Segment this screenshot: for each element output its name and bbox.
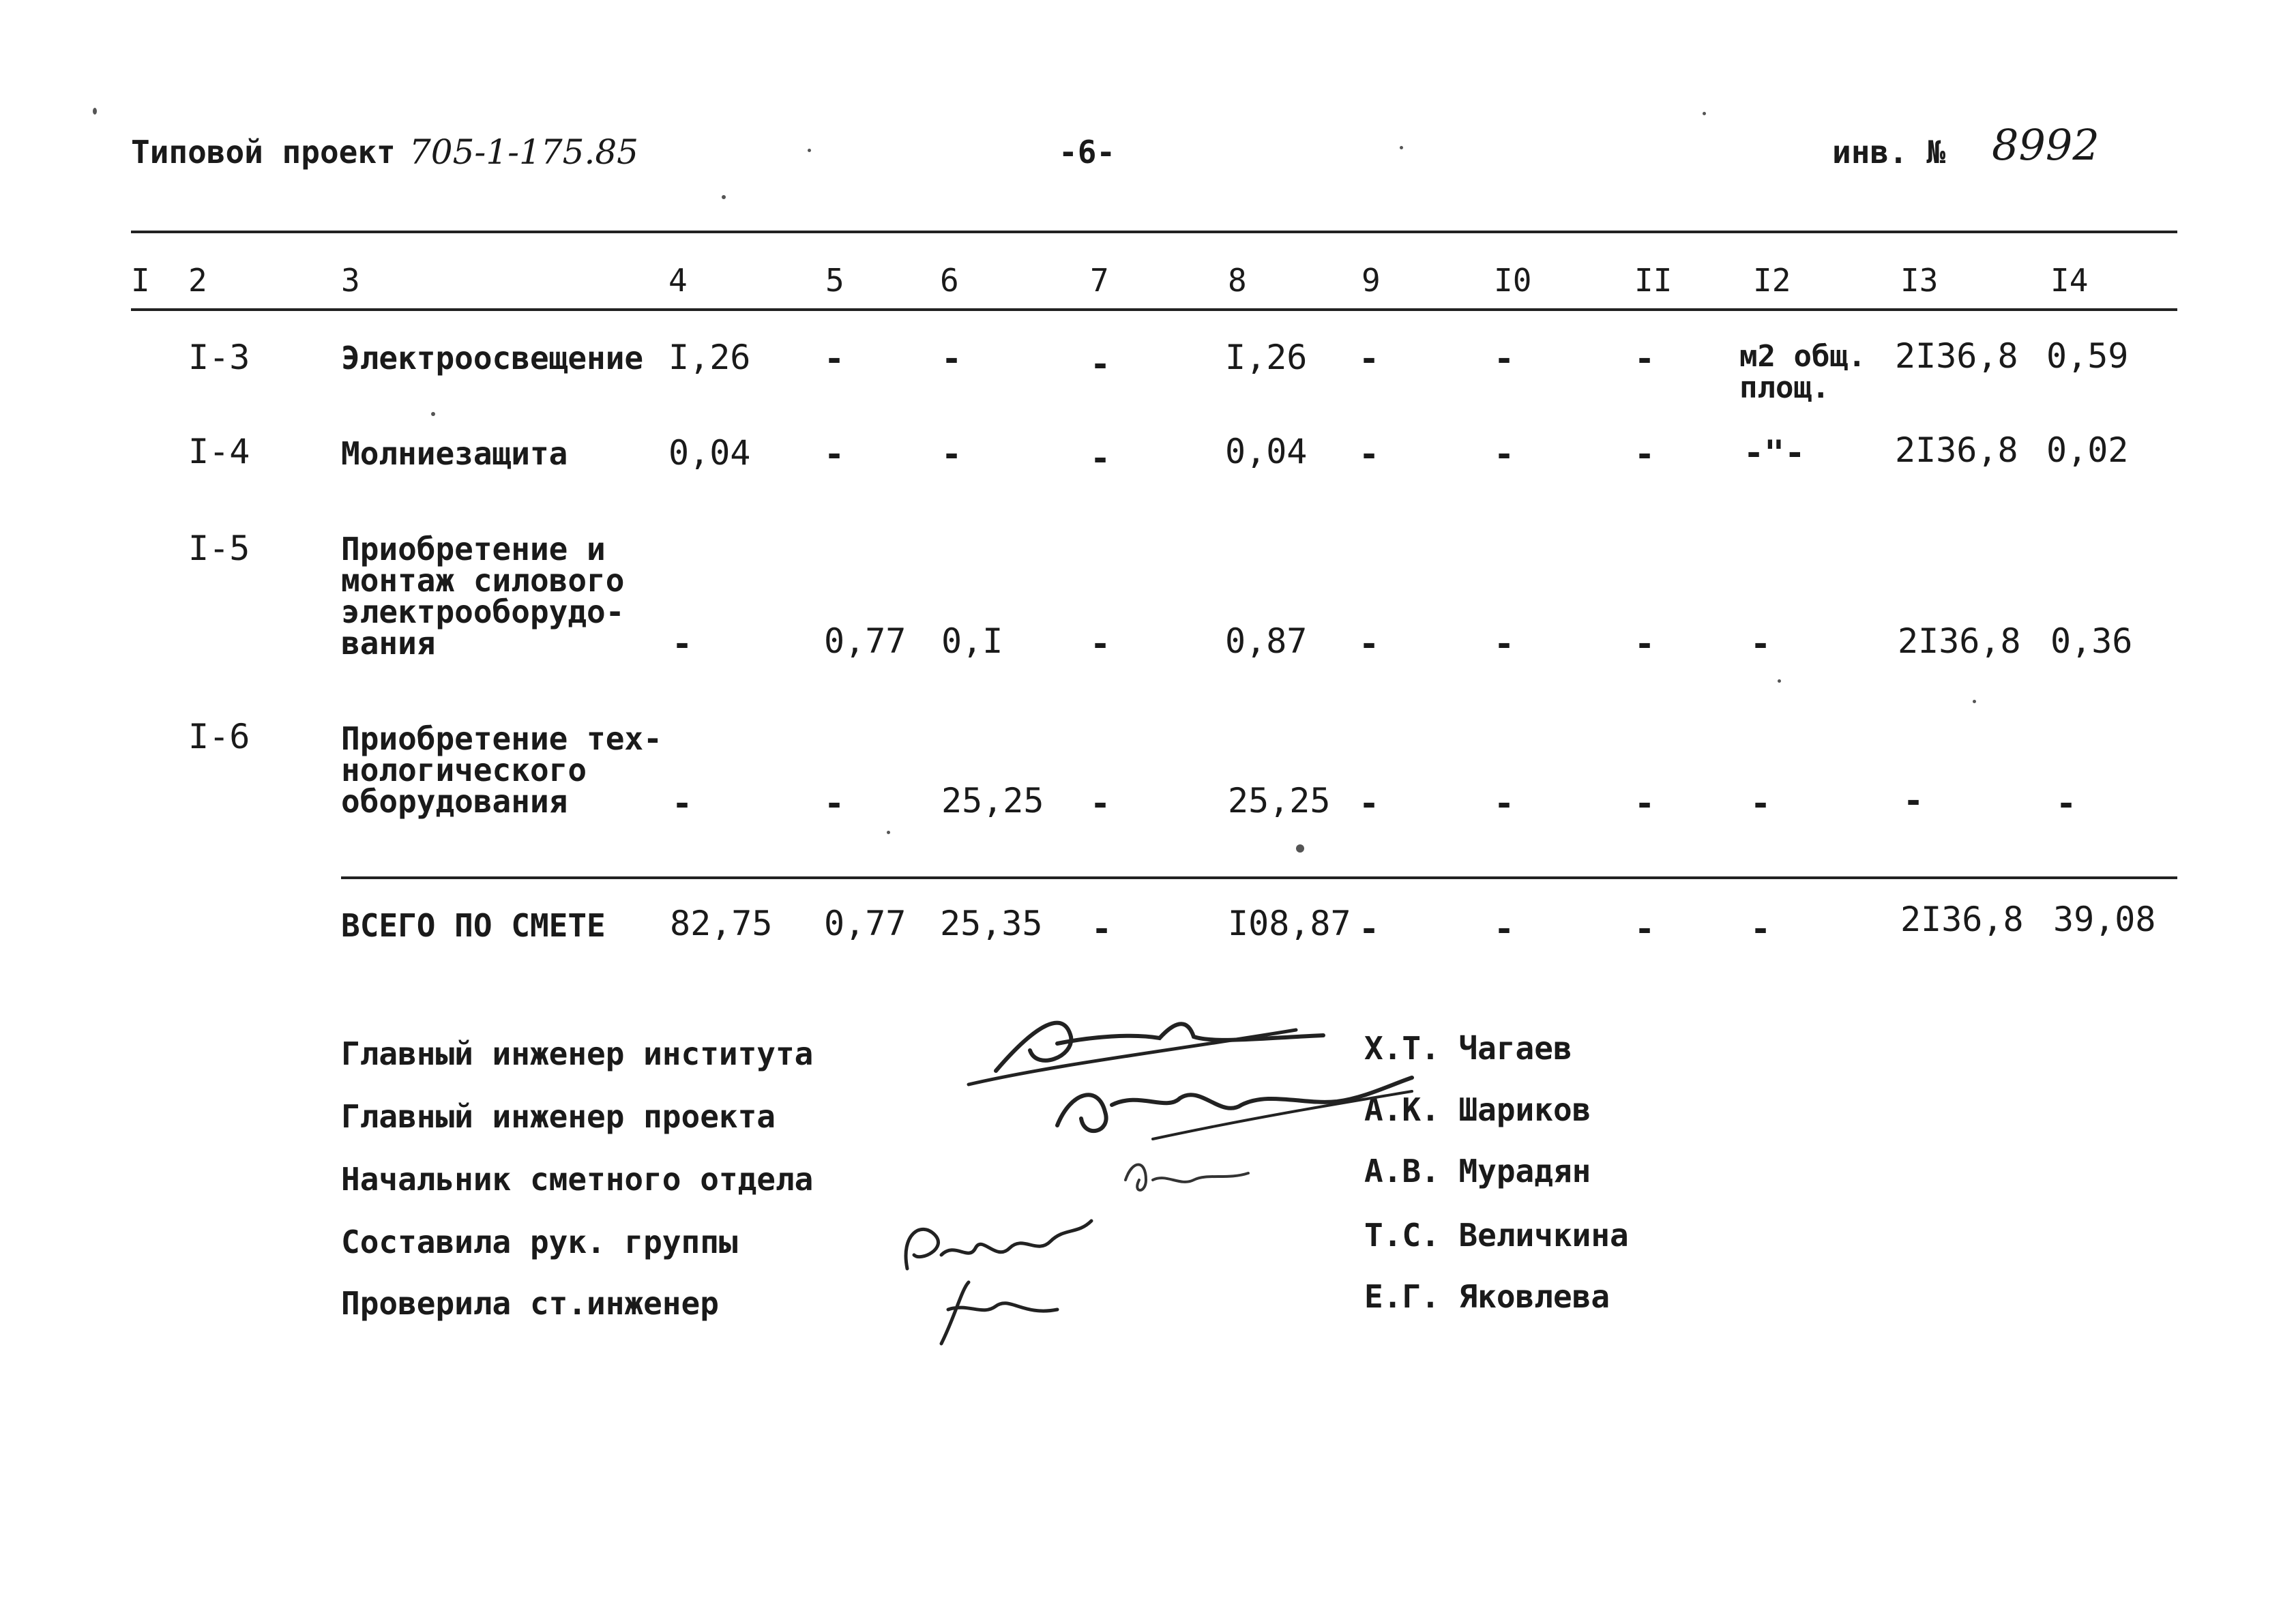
column-number: 7 <box>1090 262 1109 299</box>
cell-c12: - <box>1750 624 1771 664</box>
scan-speck <box>808 149 811 152</box>
column-number: 8 <box>1228 262 1247 299</box>
signature-senior-engineer <box>921 1269 1071 1350</box>
cell-c5: - <box>824 434 845 474</box>
row-description: Молниезащита <box>341 435 568 472</box>
column-number: 3 <box>341 262 360 299</box>
total-rule <box>341 876 2177 879</box>
page-number: -6- <box>1059 134 1116 171</box>
cell-c4: 0,04 <box>668 433 751 473</box>
total-c6: 25,35 <box>940 904 1043 943</box>
total-c8: I08,87 <box>1228 904 1351 943</box>
row-code: I-5 <box>188 529 250 568</box>
total-c5: 0,77 <box>824 904 907 943</box>
cell-c6: 25,25 <box>941 781 1044 821</box>
cell-c8: 0,87 <box>1225 621 1308 661</box>
cell-c4: I,26 <box>668 338 751 377</box>
row-description: Электроосвещение <box>341 340 644 376</box>
cell-c4: - <box>672 784 693 823</box>
column-number: I4 <box>2050 262 2089 299</box>
project-label: Типовой проект <box>131 134 396 171</box>
cell-c5: - <box>824 784 845 823</box>
signatory-role: Составила рук. группы <box>341 1224 738 1260</box>
signatory-name: Х.Т. Чагаев <box>1364 1030 1572 1067</box>
inventory-number: 8992 <box>1992 120 2100 170</box>
cell-c11: - <box>1634 784 1655 823</box>
total-c11: - <box>1634 909 1655 949</box>
cell-c14: 0,02 <box>2046 430 2129 470</box>
cell-c11: - <box>1634 434 1655 474</box>
cell-c9: - <box>1359 339 1380 379</box>
signatory-role: Проверила ст.инженер <box>341 1285 719 1322</box>
cell-c8: 0,04 <box>1225 432 1308 471</box>
cell-c6: - <box>941 339 962 379</box>
total-c12: - <box>1750 909 1771 949</box>
cell-c6: - <box>941 434 962 474</box>
scan-speck <box>722 195 726 199</box>
column-number: 2 <box>188 262 207 299</box>
column-number: 4 <box>668 262 688 299</box>
row-description: Приобретение и монтаж силового электрооборудо- вания <box>341 531 625 662</box>
total-label: ВСЕГО ПО СМЕТЕ <box>341 907 606 944</box>
cell-c13: - <box>1903 781 1924 821</box>
signature-chief-engineer-project <box>1044 1064 1426 1153</box>
scan-speck <box>431 412 435 416</box>
column-number: II <box>1634 262 1673 299</box>
scan-speck <box>1400 146 1403 149</box>
total-c14: 39,08 <box>2053 900 2156 939</box>
total-c7: - <box>1091 909 1113 949</box>
cell-c13: 2I36,8 <box>1898 621 2021 661</box>
column-number: I0 <box>1494 262 1532 299</box>
column-header-rule <box>131 308 2177 311</box>
scan-speck <box>1973 700 1976 703</box>
scan-speck <box>93 108 97 115</box>
project-number: 705-1-175.85 <box>409 132 638 172</box>
column-number: 9 <box>1362 262 1381 299</box>
total-c13: 2I36,8 <box>1900 900 2024 939</box>
scan-speck <box>887 831 890 834</box>
inventory-label: инв. № <box>1832 134 1946 171</box>
scan-speck <box>1703 112 1706 115</box>
cell-c12: - <box>1750 784 1771 823</box>
cell-c8: 25,25 <box>1228 781 1331 821</box>
cell-c11: - <box>1634 624 1655 664</box>
total-c10: - <box>1494 909 1515 949</box>
table-top-rule <box>131 231 2177 233</box>
total-c4: 82,75 <box>670 904 773 943</box>
signatory-name: Т.С. Величкина <box>1364 1217 1629 1254</box>
cell-c5: 0,77 <box>824 621 907 661</box>
cell-c13: 2I36,8 <box>1895 336 2018 376</box>
cell-c9: - <box>1359 624 1380 664</box>
signature-head-estimate-dept <box>1119 1153 1255 1207</box>
cell-c13: 2I36,8 <box>1895 430 2018 470</box>
column-number: I2 <box>1753 262 1791 299</box>
row-description: Приобретение тех- нологического оборудования <box>341 720 662 820</box>
signatory-role: Главный инженер института <box>341 1035 814 1072</box>
row-code: I-3 <box>188 338 250 377</box>
column-number: 6 <box>940 262 959 299</box>
cell-c14: - <box>2056 784 2077 823</box>
signatory-role: Начальник сметного отдела <box>341 1161 814 1198</box>
cell-c7: - <box>1090 439 1111 478</box>
cell-c7: - <box>1090 624 1111 664</box>
total-c9: - <box>1359 909 1380 949</box>
cell-c7: - <box>1090 344 1111 384</box>
scan-speck <box>1778 679 1781 683</box>
row-code: I-4 <box>188 432 250 471</box>
cell-c9: - <box>1359 434 1380 474</box>
cell-c14: 0,36 <box>2050 621 2133 661</box>
cell-c12: м2 общ. площ. <box>1739 339 1866 405</box>
row-code: I-6 <box>188 717 250 756</box>
scan-speck <box>1296 844 1304 853</box>
cell-c10: - <box>1494 434 1515 474</box>
cell-c5: - <box>824 339 845 379</box>
cell-c10: - <box>1494 624 1515 664</box>
cell-c14: 0,59 <box>2046 336 2129 376</box>
cell-c11: - <box>1634 339 1655 379</box>
signatory-role: Главный инженер проекта <box>341 1098 776 1135</box>
cell-c9: - <box>1359 784 1380 823</box>
column-number: I3 <box>1900 262 1939 299</box>
cell-c6: 0,I <box>941 621 1003 661</box>
column-number: I <box>131 262 150 299</box>
cell-c4: - <box>672 624 693 664</box>
cell-c12: -"- <box>1743 433 1806 473</box>
cell-c10: - <box>1494 339 1515 379</box>
cell-c10: - <box>1494 784 1515 823</box>
signatory-name: А.К. Шариков <box>1364 1091 1591 1128</box>
column-number: 5 <box>825 262 844 299</box>
signatory-name: Е.Г. Яковлева <box>1364 1278 1610 1315</box>
signatory-name: А.В. Мурадян <box>1364 1153 1591 1189</box>
cell-c7: - <box>1090 784 1111 823</box>
cell-c8: I,26 <box>1225 338 1308 377</box>
